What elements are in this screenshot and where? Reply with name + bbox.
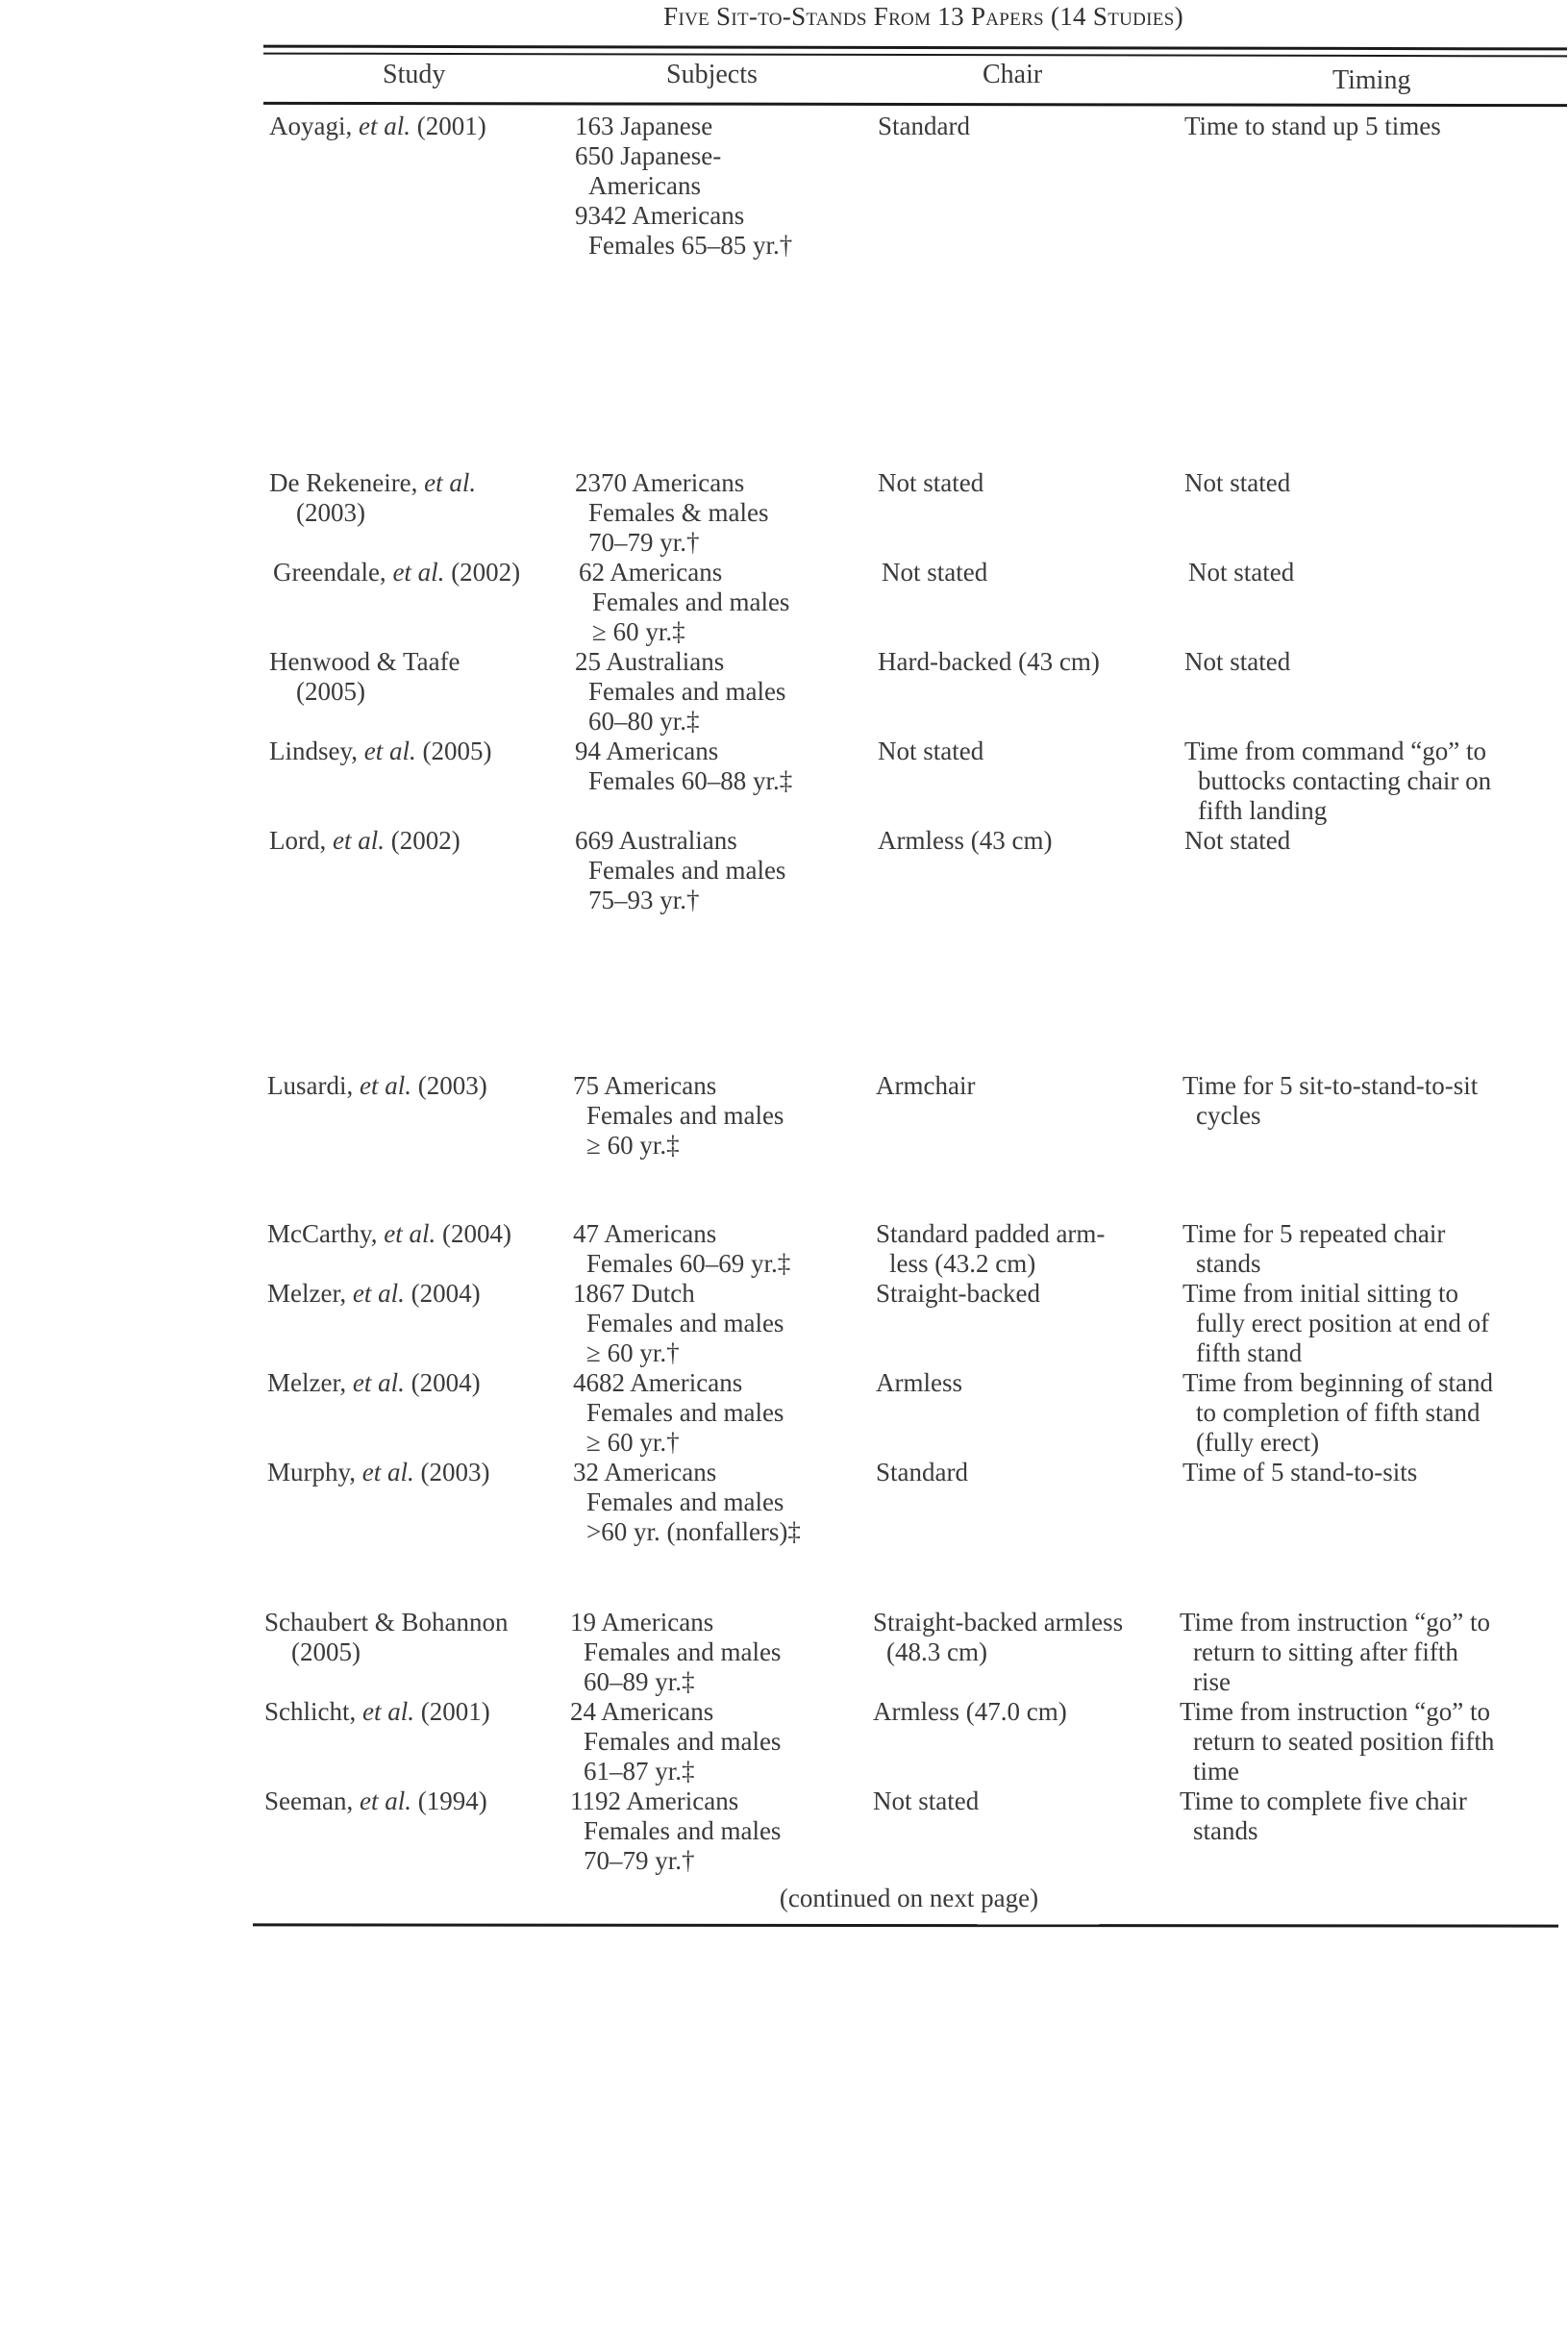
chair-line: Not stated [873, 1786, 980, 1815]
subjects-cell [579, 558, 789, 647]
subjects-cell [573, 1458, 801, 1547]
timing-line: time [1193, 1757, 1239, 1786]
study-citation [269, 826, 460, 856]
study-author: De Rekeneire, [269, 468, 418, 497]
timing-cell [1184, 826, 1290, 856]
study-year: (2002) [390, 826, 460, 855]
study-author: Lindsey, [269, 737, 358, 765]
chair-line: Straight-backed [876, 1279, 1040, 1308]
chair-cell [876, 1219, 1105, 1279]
study-author: Lord, [269, 826, 327, 855]
subjects-line: 47 Americans [573, 1219, 717, 1248]
study-year: (2003) [296, 498, 365, 527]
subjects-line: 94 Americans [575, 737, 719, 765]
subjects-line: 62 Americans [579, 558, 723, 587]
subjects-line: Females 60–69 yr.‡ [586, 1249, 791, 1278]
study-year: (2005) [422, 737, 492, 765]
chair-cell [876, 1368, 962, 1398]
timing-line: fifth landing [1198, 796, 1328, 825]
chair-line: Standard [876, 1458, 968, 1486]
subjects-cell [575, 826, 785, 915]
chair-cell [876, 1458, 968, 1487]
subjects-line: 32 Americans [573, 1458, 717, 1486]
study-author: Melzer, [267, 1279, 347, 1308]
study-author: Murphy, [267, 1458, 356, 1486]
timing-cell [1182, 1071, 1478, 1131]
chair-cell [878, 468, 983, 498]
subjects-line: 75–93 yr.† [588, 886, 700, 914]
subjects-line: Females & males [588, 498, 769, 527]
timing-cell [1182, 1219, 1445, 1279]
study-et-al: et al. [424, 468, 477, 497]
chair-cell [878, 737, 983, 766]
table-caption: Five Sit-to-Stands From 13 Papers (14 Studies) [663, 2, 1183, 31]
study-year: (2003) [417, 1071, 487, 1100]
study-citation [269, 647, 460, 677]
subjects-line: Females and males [586, 1398, 784, 1427]
chair-line: Not stated [878, 468, 984, 497]
chair-line: Standard padded arm- [876, 1219, 1106, 1248]
study-author: McCarthy, [267, 1219, 378, 1248]
study-cell [267, 1368, 481, 1398]
timing-cell [1182, 1458, 1417, 1487]
timing-line: stands [1193, 1816, 1258, 1845]
study-citation [264, 1697, 490, 1727]
subjects-line: Females and males [588, 856, 786, 885]
study-year: (1994) [417, 1786, 487, 1815]
study-year: (2005) [291, 1637, 361, 1666]
study-cell [269, 826, 460, 856]
study-year: (2001) [416, 112, 486, 140]
study-cell [269, 737, 491, 766]
column-header-subjects: Subjects [666, 60, 758, 89]
study-year: (2004) [411, 1368, 481, 1397]
timing-cell [1180, 1608, 1490, 1697]
subjects-line: Americans [588, 171, 701, 200]
timing-line: Time of 5 stand-to-sits [1182, 1458, 1418, 1486]
chair-line: Armless (47.0 cm) [873, 1697, 1067, 1726]
subjects-line: Females and males [584, 1816, 782, 1845]
chair-cell [876, 1071, 975, 1101]
timing-line: Time from instruction “go” to [1180, 1697, 1490, 1726]
subjects-line: Females and males [586, 1487, 784, 1516]
subjects-line: 1192 Americans [570, 1786, 739, 1815]
subjects-line: 2370 Americans [575, 468, 745, 497]
chair-line: Not stated [878, 737, 984, 765]
study-author: Henwood & Taafe [269, 647, 460, 676]
subjects-cell [575, 468, 768, 558]
timing-line: Not stated [1184, 826, 1291, 855]
chair-cell [878, 112, 970, 141]
column-header-study: Study [383, 60, 446, 89]
study-citation [264, 1786, 487, 1816]
study-cell [264, 1697, 490, 1727]
subjects-line: ≥ 60 yr.† [586, 1338, 680, 1367]
subjects-cell [573, 1071, 784, 1161]
chair-cell [878, 826, 1052, 856]
study-year: (2004) [411, 1279, 481, 1308]
study-cell [269, 468, 476, 528]
chair-cell [873, 1786, 979, 1816]
subjects-cell [570, 1786, 781, 1876]
continued-note: (continued on next page) [779, 1884, 1039, 1912]
study-et-al: et al. [359, 1071, 411, 1100]
timing-line: Time from command “go” to [1184, 737, 1486, 765]
subjects-line: 163 Japanese [575, 112, 713, 140]
study-citation [273, 558, 520, 587]
study-et-al: et al. [392, 558, 445, 587]
study-citation [267, 1279, 481, 1309]
study-cell [273, 558, 520, 587]
timing-line: return to seated position fifth [1193, 1727, 1495, 1756]
timing-line: fully erect position at end of [1196, 1309, 1490, 1337]
timing-line: Not stated [1184, 468, 1291, 497]
timing-cell [1184, 647, 1290, 677]
subjects-line: >60 yr. (nonfallers)‡ [586, 1517, 801, 1546]
study-year: (2003) [420, 1458, 490, 1486]
timing-line: cycles [1196, 1101, 1261, 1130]
subjects-line: 70–79 yr.† [588, 528, 700, 557]
study-et-al: et al. [359, 1786, 411, 1815]
subjects-line: 1867 Dutch [573, 1279, 695, 1308]
timing-line: Time from instruction “go” to [1180, 1608, 1490, 1636]
column-header-chair: Chair [983, 60, 1043, 89]
subjects-line: 61–87 yr.‡ [584, 1757, 695, 1786]
subjects-line: 60–80 yr.‡ [588, 707, 700, 736]
chair-cell [876, 1279, 1040, 1309]
subjects-line: 19 Americans [570, 1608, 714, 1636]
subjects-line: Females and males [586, 1309, 784, 1337]
study-cell [267, 1458, 489, 1487]
subjects-line: Females and males [584, 1637, 782, 1666]
subjects-line: ≥ 60 yr.‡ [592, 617, 685, 646]
chair-line: Straight-backed armless [873, 1608, 1124, 1636]
study-citation [269, 112, 486, 141]
timing-line: Not stated [1184, 647, 1291, 676]
study-cell [267, 1219, 511, 1249]
bottom-rule [253, 1923, 1558, 1927]
timing-line: fifth stand [1196, 1338, 1303, 1367]
study-author: Aoyagi, [269, 112, 353, 140]
subjects-line: Females and males [584, 1727, 782, 1756]
study-author: Melzer, [267, 1368, 347, 1397]
study-citation [264, 1608, 508, 1637]
study-citation [267, 1219, 511, 1249]
subjects-line: 60–89 yr.‡ [584, 1667, 695, 1696]
study-author: Lusardi, [267, 1071, 354, 1100]
timing-line: return to sitting after fifth [1193, 1637, 1458, 1666]
timing-cell [1182, 1368, 1493, 1458]
study-citation [269, 468, 476, 498]
subjects-cell [573, 1219, 790, 1279]
timing-cell [1184, 468, 1290, 498]
chair-line: Not stated [882, 558, 988, 587]
study-cell [267, 1071, 487, 1101]
chair-cell [878, 647, 1100, 677]
timing-line: (fully erect) [1196, 1428, 1320, 1457]
study-cell [264, 1786, 487, 1816]
study-cell [267, 1279, 481, 1309]
column-header-timing: Timing [1332, 65, 1411, 95]
timing-line: Not stated [1188, 558, 1295, 587]
subjects-cell [570, 1608, 781, 1697]
timing-cell [1182, 1279, 1489, 1368]
timing-cell [1180, 1786, 1467, 1846]
subjects-cell [575, 112, 792, 261]
subjects-line: 24 Americans [570, 1697, 714, 1726]
subjects-cell [573, 1279, 784, 1368]
study-year: (2002) [451, 558, 521, 587]
chair-line: Hard-backed (43 cm) [878, 647, 1100, 676]
study-author: Greendale, [273, 558, 386, 587]
study-year: (2005) [296, 677, 365, 706]
subjects-cell [575, 647, 785, 737]
subjects-line: ≥ 60 yr.‡ [586, 1131, 680, 1160]
study-year: (2004) [441, 1219, 511, 1248]
subjects-line: 70–79 yr.† [584, 1846, 695, 1875]
subjects-line: 9342 Americans [575, 201, 745, 230]
study-author: Seeman, [264, 1786, 354, 1815]
study-et-al: et al. [332, 826, 385, 855]
subjects-cell [570, 1697, 781, 1786]
study-cell [264, 1608, 508, 1667]
top-rule-secondary [263, 53, 1567, 58]
study-et-al: et al. [352, 1279, 405, 1308]
top-rule [263, 45, 1567, 51]
header-rule [263, 102, 1567, 107]
study-author: Schaubert & Bohannon [264, 1608, 509, 1636]
subjects-line: Females 65–85 yr.† [588, 231, 793, 260]
subjects-line: 25 Australians [575, 647, 725, 676]
chair-line: Armless (43 cm) [878, 826, 1053, 855]
chair-cell [873, 1697, 1067, 1727]
timing-line: Time from initial sitting to [1182, 1279, 1459, 1308]
chair-line: less (43.2 cm) [889, 1249, 1036, 1278]
subjects-line: 669 Australians [575, 826, 737, 855]
study-cell [269, 647, 460, 707]
timing-line: Time for 5 repeated chair [1182, 1219, 1446, 1248]
study-cell [269, 112, 486, 141]
study-et-al: et al. [361, 1458, 414, 1486]
study-et-al: et al. [363, 737, 416, 765]
timing-line: Time from beginning of stand [1182, 1368, 1493, 1397]
subjects-line: 75 Americans [573, 1071, 717, 1100]
timing-line: stands [1196, 1249, 1261, 1278]
subjects-line: ≥ 60 yr.† [586, 1428, 680, 1457]
timing-line: to completion of fifth stand [1196, 1398, 1481, 1427]
timing-line: buttocks contacting chair on [1198, 766, 1492, 795]
timing-cell [1188, 558, 1294, 587]
timing-cell [1180, 1697, 1494, 1786]
subjects-line: Females and males [592, 587, 790, 616]
study-year: (2001) [420, 1697, 490, 1726]
timing-cell [1184, 112, 1441, 141]
subjects-cell [573, 1368, 784, 1458]
timing-cell [1184, 737, 1491, 826]
study-et-al: et al. [352, 1368, 405, 1397]
subjects-cell [575, 737, 792, 796]
chair-line: Armchair [876, 1071, 976, 1100]
study-citation [269, 737, 491, 766]
chair-cell [873, 1608, 1123, 1667]
chair-line: Armless [876, 1368, 962, 1397]
subjects-line: Females 60–88 yr.‡ [588, 766, 793, 795]
study-et-al: et al. [358, 112, 411, 140]
chair-cell [882, 558, 987, 587]
chair-line: (48.3 cm) [886, 1637, 987, 1666]
subjects-line: Females and males [588, 677, 786, 706]
subjects-line: 4682 Americans [573, 1368, 743, 1397]
study-citation [267, 1071, 487, 1101]
study-citation [267, 1458, 489, 1487]
study-citation [267, 1368, 481, 1398]
timing-line: Time to stand up 5 times [1184, 112, 1441, 140]
chair-line: Standard [878, 112, 970, 140]
timing-line: rise [1193, 1667, 1231, 1696]
subjects-line: Females and males [586, 1101, 784, 1130]
timing-line: Time for 5 sit-to-stand-to-sit [1182, 1071, 1479, 1100]
study-et-al: et al. [362, 1697, 414, 1726]
timing-line: Time to complete five chair [1180, 1786, 1467, 1815]
study-et-al: et al. [384, 1219, 436, 1248]
subjects-line: 650 Japanese- [575, 141, 722, 170]
study-author: Schlicht, [264, 1697, 357, 1726]
